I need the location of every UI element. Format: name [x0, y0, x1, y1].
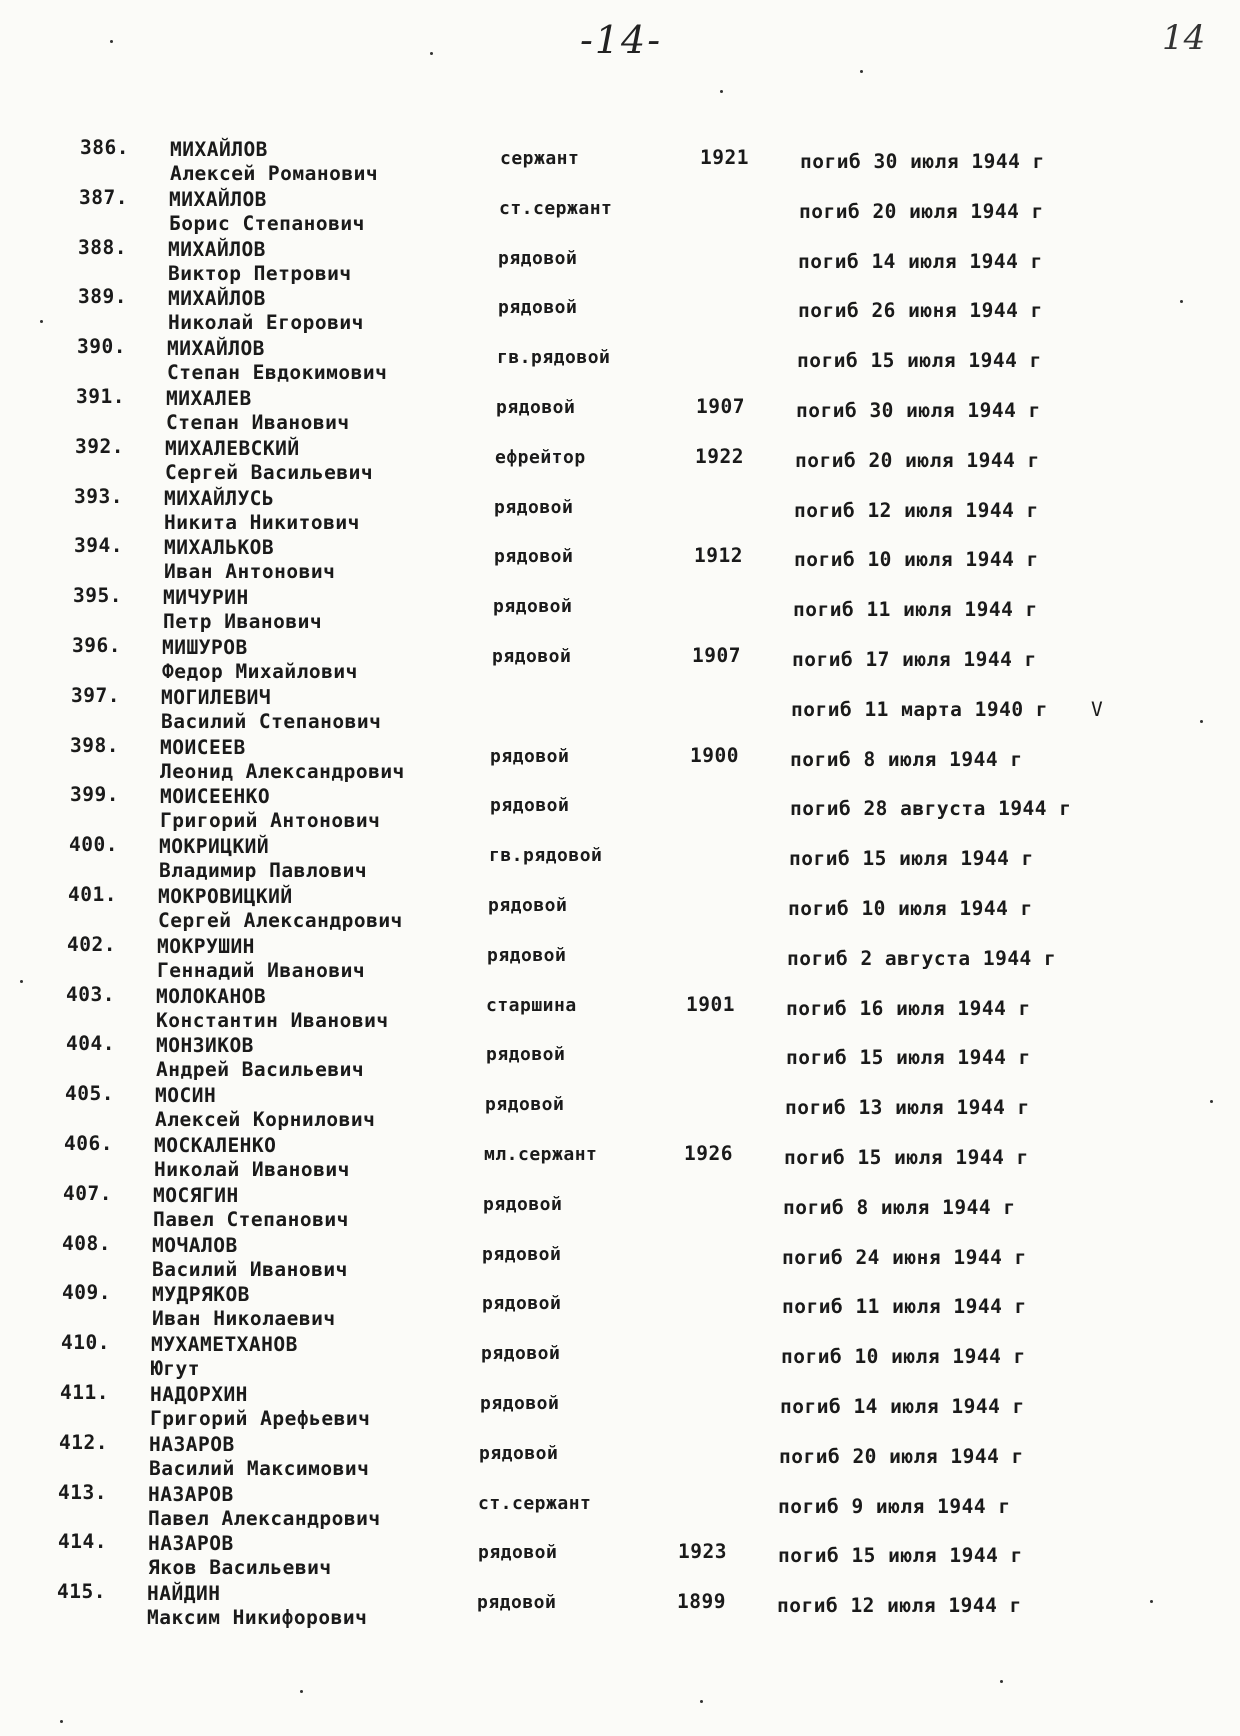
- entry-given-name: Степан Иванович: [166, 410, 350, 434]
- entry-fate: погиб 26 июня 1944 г: [798, 299, 1043, 323]
- entry-birth-year: 1907: [696, 394, 745, 418]
- list-item: [0, 584, 1240, 634]
- entry-given-name: Николай Иванович: [154, 1157, 350, 1181]
- entry-rank: рядовой: [485, 1094, 565, 1116]
- entry-given-name: Степан Евдокимович: [167, 361, 388, 385]
- entry-fate: погиб 20 июля 1944 г: [799, 199, 1044, 223]
- entry-rank: рядовой: [492, 645, 572, 667]
- entry-surname: МОНЗИКОВ: [156, 1034, 254, 1058]
- list-item: [0, 534, 1240, 584]
- entry-given-name: Югут: [151, 1357, 200, 1381]
- entry-number: 386.: [80, 136, 129, 159]
- entry-rank: ст.сержант: [478, 1492, 592, 1514]
- entry-surname: МИХАЛЕВ: [166, 386, 252, 410]
- entry-fate: погиб 17 июля 1944 г: [792, 647, 1037, 671]
- list-item: [0, 1431, 1240, 1481]
- entry-number: 388.: [78, 235, 127, 259]
- entry-given-name: Борис Степанович: [169, 211, 365, 235]
- entry-fate: погиб 28 августа 1944 г: [790, 797, 1072, 821]
- entry-rank: рядовой: [494, 496, 574, 518]
- entry-number: 409.: [62, 1281, 111, 1305]
- scan-speck: [40, 320, 43, 323]
- list-item: [0, 1232, 1240, 1282]
- entry-given-name: Андрей Васильевич: [156, 1058, 365, 1082]
- entry-birth-year: 1923: [678, 1540, 727, 1564]
- list-item: [0, 684, 1240, 734]
- list-item: [0, 1530, 1240, 1580]
- entry-birth-year: 1922: [695, 444, 744, 468]
- entry-given-name: Петр Иванович: [163, 610, 323, 634]
- list-item: [0, 1032, 1240, 1082]
- entry-number: 395.: [73, 584, 122, 608]
- scan-speck: [1180, 300, 1183, 303]
- entry-rank: рядовой: [498, 247, 578, 269]
- entry-given-name: Павел Степанович: [153, 1207, 349, 1231]
- entry-number: 396.: [72, 633, 121, 657]
- entry-number: 391.: [76, 384, 125, 408]
- entry-given-name: Василий Максимович: [149, 1456, 370, 1480]
- entry-surname: МОСИН: [155, 1084, 217, 1108]
- entry-surname: МОКРОВИЦКИЙ: [158, 884, 293, 908]
- entry-number: 390.: [77, 335, 126, 359]
- list-item: [0, 1580, 1240, 1630]
- entry-rank: рядовой: [483, 1193, 563, 1215]
- entry-surname: МИХАЙЛОВ: [167, 337, 265, 361]
- entry-number: 402.: [67, 932, 116, 956]
- entry-rank: рядовой: [490, 795, 570, 817]
- scan-speck: [1150, 1600, 1153, 1603]
- entry-number: 387.: [79, 185, 128, 209]
- entry-given-name: Владимир Павлович: [159, 859, 368, 883]
- entry-surname: МОИСЕЕНКО: [160, 785, 271, 809]
- entry-birth-year: 1921: [700, 146, 749, 169]
- entry-surname: МОИСЕЕВ: [160, 735, 246, 759]
- entry-number: 415.: [57, 1580, 106, 1604]
- entry-rank: гв.рядовой: [489, 845, 603, 867]
- entry-fate: погиб 11 июля 1944 г: [782, 1295, 1027, 1319]
- corner-page-number: 14: [1162, 18, 1206, 58]
- entry-given-name: Геннадий Иванович: [157, 958, 366, 982]
- entry-given-name: Сергей Александрович: [158, 908, 403, 932]
- entry-given-name: Василий Степанович: [161, 709, 382, 733]
- entry-fate: погиб 12 июля 1944 г: [777, 1594, 1022, 1618]
- entry-fate: погиб 16 июля 1944 г: [786, 996, 1031, 1020]
- entry-birth-year: 1912: [694, 544, 743, 568]
- list-item: [0, 1481, 1240, 1531]
- entry-rank: старшина: [486, 994, 577, 1016]
- entry-surname: МОСКАЛЕНКО: [154, 1133, 277, 1157]
- entry-fate: погиб 20 июля 1944 г: [779, 1444, 1024, 1468]
- entry-fate: погиб 8 июля 1944 г: [783, 1195, 1016, 1219]
- entry-number: 393.: [74, 484, 123, 508]
- scan-speck: [20, 980, 23, 983]
- entry-number: 403.: [66, 982, 115, 1006]
- entry-surname: МУХАМЕТХАНОВ: [151, 1333, 298, 1357]
- list-item: [0, 285, 1240, 335]
- entry-fate: погиб 13 июля 1944 г: [785, 1096, 1030, 1120]
- list-item: [0, 1082, 1240, 1132]
- entry-fate: погиб 12 июля 1944 г: [794, 498, 1039, 522]
- entry-number: 400.: [69, 833, 118, 857]
- entry-mark: V: [1091, 697, 1104, 721]
- entry-rank: рядовой: [478, 1542, 558, 1564]
- entry-fate: погиб 30 июля 1944 г: [800, 150, 1045, 173]
- list-item: [0, 983, 1240, 1033]
- entry-fate: погиб 15 июля 1944 г: [797, 349, 1042, 373]
- scan-speck: [1210, 1100, 1213, 1103]
- casualty-list: [0, 136, 1240, 1630]
- entry-surname: НАЗАРОВ: [149, 1432, 235, 1456]
- list-item: [0, 1331, 1240, 1381]
- entry-number: 413.: [58, 1480, 107, 1504]
- entry-rank: гв.рядовой: [497, 347, 611, 369]
- entry-fate: погиб 15 июля 1944 г: [778, 1544, 1023, 1568]
- entry-rank: рядовой: [482, 1293, 562, 1315]
- entry-number: 392.: [75, 434, 124, 458]
- entry-given-name: Алексей Романович: [170, 162, 379, 185]
- page-number: -14-: [580, 18, 663, 62]
- entry-surname: НАЗАРОВ: [148, 1532, 234, 1556]
- entry-birth-year: 1901: [686, 992, 735, 1016]
- entry-rank: рядовой: [480, 1392, 560, 1414]
- entry-surname: МОСЯГИН: [153, 1183, 239, 1207]
- entry-rank: рядовой: [477, 1592, 557, 1614]
- list-item: [0, 833, 1240, 883]
- scan-speck: [1000, 1680, 1003, 1683]
- entry-surname: НАЙДИН: [147, 1582, 221, 1606]
- entry-rank: рядовой: [481, 1343, 561, 1365]
- entry-number: 399.: [70, 783, 119, 807]
- entry-surname: МИХАЙЛУСЬ: [164, 486, 275, 510]
- list-item: [0, 1132, 1240, 1182]
- list-item: [0, 435, 1240, 485]
- entry-surname: МОКРИЦКИЙ: [159, 835, 270, 859]
- entry-birth-year: 1899: [677, 1590, 726, 1614]
- entry-surname: МОЛОКАНОВ: [156, 984, 267, 1008]
- entry-fate: погиб 30 июля 1944 г: [796, 398, 1041, 422]
- list-item: [0, 136, 1240, 186]
- entry-given-name: Никита Никитович: [164, 510, 360, 534]
- entry-fate: погиб 15 июля 1944 г: [789, 847, 1034, 871]
- entry-surname: МИХАЛЕВСКИЙ: [165, 436, 300, 460]
- entry-number: 411.: [60, 1380, 109, 1404]
- list-item: [0, 385, 1240, 435]
- entry-rank: ефрейтор: [495, 446, 586, 468]
- entry-rank: сержант: [500, 148, 580, 169]
- entry-surname: МИЧУРИН: [163, 586, 249, 610]
- entry-surname: МУДРЯКОВ: [152, 1283, 250, 1307]
- entry-fate: погиб 15 июля 1944 г: [784, 1145, 1029, 1169]
- entry-number: 408.: [62, 1231, 111, 1255]
- entry-rank: рядовой: [486, 1044, 566, 1066]
- scan-speck: [1200, 720, 1203, 723]
- entry-surname: МОЧАЛОВ: [152, 1233, 238, 1257]
- list-item: [0, 734, 1240, 784]
- entry-surname: НАДОРХИН: [150, 1382, 248, 1406]
- entry-number: 394.: [74, 534, 123, 558]
- entry-given-name: Иван Николаевич: [152, 1307, 336, 1331]
- entry-given-name: Николай Егорович: [168, 311, 364, 335]
- entry-number: 410.: [61, 1331, 110, 1355]
- entry-surname: МИХАЙЛОВ: [168, 287, 266, 311]
- entry-rank: рядовой: [498, 297, 578, 319]
- entry-number: 404.: [66, 1032, 115, 1056]
- entry-number: 397.: [71, 683, 120, 707]
- entry-fate: погиб 14 июля 1944 г: [780, 1394, 1025, 1418]
- entry-given-name: Яков Васильевич: [148, 1556, 332, 1580]
- entry-given-name: Алексей Корнилович: [155, 1108, 376, 1132]
- entry-fate: погиб 9 июля 1944 г: [778, 1494, 1011, 1518]
- entry-number: 398.: [70, 733, 119, 757]
- entry-fate: погиб 15 июля 1944 г: [786, 1046, 1031, 1070]
- entry-rank: рядовой: [488, 894, 568, 916]
- list-item: [0, 335, 1240, 385]
- list-item: [0, 1381, 1240, 1431]
- entry-birth-year: 1907: [692, 643, 741, 667]
- scan-speck: [110, 40, 113, 43]
- entry-number: 389.: [78, 285, 127, 309]
- entry-number: 401.: [68, 882, 117, 906]
- entry-given-name: Григорий Арефьевич: [150, 1406, 371, 1430]
- entry-given-name: Виктор Петрович: [168, 261, 352, 285]
- entry-surname: НАЗАРОВ: [148, 1482, 234, 1506]
- scan-speck: [860, 70, 863, 73]
- scan-speck: [60, 1720, 63, 1723]
- entry-rank: рядовой: [496, 396, 576, 418]
- scan-speck: [430, 52, 433, 55]
- entry-birth-year: 1926: [684, 1141, 733, 1165]
- entry-fate: погиб 10 июля 1944 г: [794, 548, 1039, 572]
- list-item: [0, 883, 1240, 933]
- entry-fate: погиб 10 июля 1944 г: [781, 1345, 1026, 1369]
- list-item: [0, 634, 1240, 684]
- list-item: [0, 236, 1240, 286]
- entry-number: 405.: [65, 1082, 114, 1106]
- entry-given-name: Иван Антонович: [164, 560, 336, 584]
- entry-given-name: Леонид Александрович: [160, 759, 405, 783]
- entry-fate: погиб 14 июля 1944 г: [798, 249, 1043, 273]
- entry-birth-year: 1900: [690, 743, 739, 767]
- entry-given-name: Федор Михайлович: [162, 659, 358, 683]
- list-item: [0, 186, 1240, 236]
- list-item: [0, 1281, 1240, 1331]
- entry-rank: рядовой: [490, 745, 570, 767]
- entry-given-name: Василий Иванович: [152, 1257, 348, 1281]
- entry-fate: погиб 11 марта 1940 г: [791, 697, 1049, 721]
- entry-given-name: Павел Александрович: [148, 1506, 381, 1530]
- entry-rank: рядовой: [487, 944, 567, 966]
- list-item: [0, 1182, 1240, 1232]
- scan-speck: [300, 1690, 303, 1693]
- entry-number: 414.: [58, 1530, 107, 1554]
- entry-given-name: Максим Никифорович: [147, 1606, 368, 1630]
- list-item: [0, 933, 1240, 983]
- entry-fate: погиб 24 июня 1944 г: [782, 1245, 1027, 1269]
- scan-speck: [720, 90, 723, 93]
- entry-surname: МОКРУШИН: [157, 934, 255, 958]
- entry-surname: МИХАЙЛОВ: [169, 187, 267, 211]
- entry-number: 407.: [63, 1181, 112, 1205]
- entry-surname: МИХАЙЛОВ: [170, 138, 268, 161]
- entry-fate: погиб 11 июля 1944 г: [793, 598, 1038, 622]
- entry-number: 406.: [64, 1131, 113, 1155]
- list-item: [0, 783, 1240, 833]
- entry-rank: рядовой: [482, 1243, 562, 1265]
- entry-rank: рядовой: [479, 1442, 559, 1464]
- scan-speck: [700, 1700, 703, 1703]
- entry-given-name: Григорий Антонович: [160, 809, 381, 833]
- entry-given-name: Сергей Васильевич: [165, 460, 374, 484]
- entry-surname: МОГИЛЕВИЧ: [161, 685, 272, 709]
- entry-rank: рядовой: [494, 546, 574, 568]
- list-item: [0, 485, 1240, 535]
- entry-fate: погиб 8 июля 1944 г: [790, 747, 1023, 771]
- entry-surname: МИХАЙЛОВ: [168, 237, 266, 261]
- entry-given-name: Константин Иванович: [156, 1008, 389, 1032]
- entry-rank: мл.сержант: [484, 1143, 598, 1165]
- entry-fate: погиб 20 июля 1944 г: [795, 448, 1040, 472]
- entry-surname: МИШУРОВ: [162, 635, 248, 659]
- entry-number: 412.: [59, 1430, 108, 1454]
- entry-fate: погиб 2 августа 1944 г: [787, 946, 1057, 970]
- entry-rank: рядовой: [493, 596, 573, 618]
- entry-rank: ст.сержант: [499, 197, 613, 219]
- entry-surname: МИХАЛЬКОВ: [164, 536, 275, 560]
- entry-fate: погиб 10 июля 1944 г: [788, 896, 1033, 920]
